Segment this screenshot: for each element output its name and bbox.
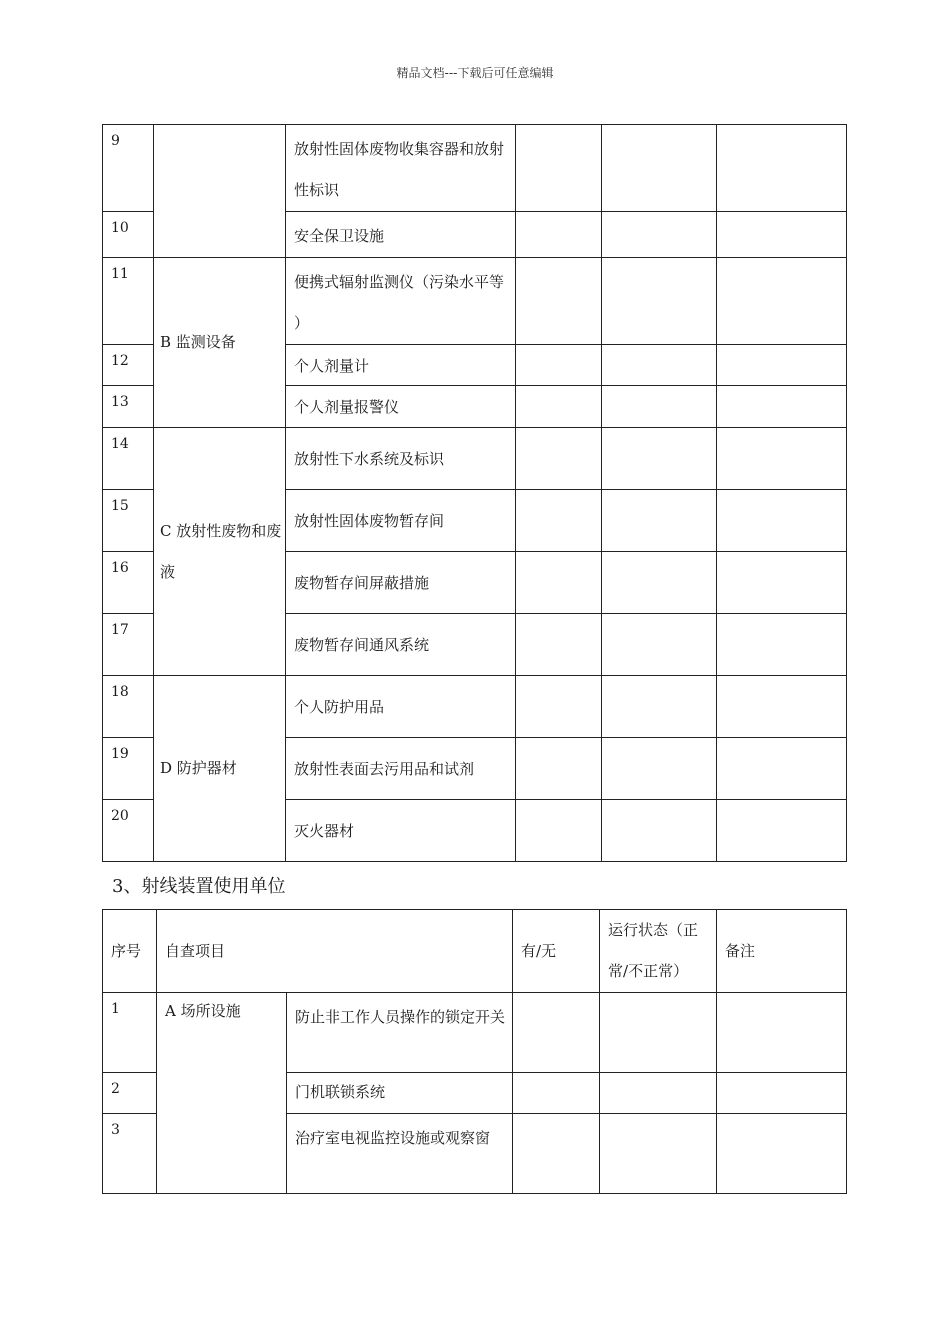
header-seq: 序号 xyxy=(103,910,157,993)
status-cell xyxy=(602,800,717,862)
row-number: 13 xyxy=(103,386,154,428)
has-cell xyxy=(516,738,602,800)
row-number: 12 xyxy=(103,345,154,386)
table-row xyxy=(103,125,847,212)
has-cell xyxy=(516,386,602,428)
has-cell xyxy=(513,993,600,1073)
status-cell xyxy=(602,345,717,386)
has-cell xyxy=(516,490,602,552)
note-cell xyxy=(717,386,847,428)
status-cell xyxy=(602,490,717,552)
has-cell xyxy=(516,800,602,862)
category-monitoring: B 监测设备 xyxy=(154,258,286,428)
row-number: 3 xyxy=(103,1114,157,1194)
row-number: 17 xyxy=(103,614,154,676)
category-cell-empty xyxy=(154,125,286,258)
check-item: 便携式辐射监测仪（污染水平等 ） xyxy=(286,258,516,345)
check-item: 放射性固体废物暂存间 xyxy=(286,490,516,552)
header-status: 运行状态（正常/不正常） xyxy=(600,910,717,993)
note-cell xyxy=(717,490,847,552)
note-cell xyxy=(717,552,847,614)
check-item: 废物暂存间屏蔽措施 xyxy=(286,552,516,614)
note-cell xyxy=(717,1114,847,1194)
check-item: 废物暂存间通风系统 xyxy=(286,614,516,676)
row-number: 9 xyxy=(103,125,154,212)
status-cell xyxy=(602,614,717,676)
has-cell xyxy=(516,676,602,738)
has-cell xyxy=(513,1114,600,1194)
check-item: 个人防护用品 xyxy=(286,676,516,738)
status-cell xyxy=(602,552,717,614)
section-title: 3、射线装置使用单位 xyxy=(112,876,286,897)
status-cell xyxy=(602,125,717,212)
note-cell xyxy=(717,258,847,345)
row-number: 2 xyxy=(103,1073,157,1114)
status-cell xyxy=(602,212,717,258)
check-item: 放射性下水系统及标识 xyxy=(286,428,516,490)
category-site-facilities: A 场所设施 xyxy=(157,993,287,1194)
row-number: 16 xyxy=(103,552,154,614)
check-item: 安全保卫设施 xyxy=(286,212,516,258)
row-number: 19 xyxy=(103,738,154,800)
category-protection: D 防护器材 xyxy=(154,676,286,862)
note-cell xyxy=(717,125,847,212)
status-cell xyxy=(602,428,717,490)
header-row xyxy=(103,910,847,993)
check-item: 灭火器材 xyxy=(286,800,516,862)
has-cell xyxy=(516,428,602,490)
check-item: 个人剂量报警仪 xyxy=(286,386,516,428)
row-number: 1 xyxy=(103,993,157,1073)
ray-device-checklist-table xyxy=(102,909,847,1194)
check-item: 治疗室电视监控设施或观察窗 xyxy=(287,1114,513,1194)
table-row xyxy=(103,676,847,738)
note-cell xyxy=(717,212,847,258)
row-number: 20 xyxy=(103,800,154,862)
has-cell xyxy=(516,125,602,212)
has-cell xyxy=(513,1073,600,1114)
note-cell xyxy=(717,345,847,386)
row-number: 18 xyxy=(103,676,154,738)
has-cell xyxy=(516,258,602,345)
page-header: 精品文档---下载后可任意编辑 xyxy=(396,66,554,80)
row-number: 11 xyxy=(103,258,154,345)
check-item: 门机联锁系统 xyxy=(287,1073,513,1114)
has-cell xyxy=(516,212,602,258)
status-cell xyxy=(602,386,717,428)
note-cell xyxy=(717,614,847,676)
check-item: 放射性固体废物收集容器和放射性标识 xyxy=(286,125,516,212)
table-row xyxy=(103,258,847,345)
note-cell xyxy=(717,428,847,490)
has-cell xyxy=(516,552,602,614)
row-number: 10 xyxy=(103,212,154,258)
equipment-checklist-table xyxy=(102,124,847,862)
check-item: 放射性表面去污用品和试剂 xyxy=(286,738,516,800)
header-note: 备注 xyxy=(717,910,847,993)
category-waste: C 放射性废物和废液 xyxy=(154,428,286,676)
check-item: 防止非工作人员操作的锁定开关 xyxy=(287,993,513,1073)
row-number: 14 xyxy=(103,428,154,490)
table-row xyxy=(103,428,847,490)
note-cell xyxy=(717,738,847,800)
table-row xyxy=(103,993,847,1073)
note-cell xyxy=(717,676,847,738)
has-cell xyxy=(516,614,602,676)
note-cell xyxy=(717,1073,847,1114)
row-number: 15 xyxy=(103,490,154,552)
header-has: 有/无 xyxy=(513,910,600,993)
has-cell xyxy=(516,345,602,386)
status-cell xyxy=(602,738,717,800)
status-cell xyxy=(600,993,717,1073)
status-cell xyxy=(602,676,717,738)
header-item: 自查项目 xyxy=(157,910,513,993)
status-cell xyxy=(602,258,717,345)
check-item: 个人剂量计 xyxy=(286,345,516,386)
status-cell xyxy=(600,1114,717,1194)
note-cell xyxy=(717,993,847,1073)
note-cell xyxy=(717,800,847,862)
status-cell xyxy=(600,1073,717,1114)
